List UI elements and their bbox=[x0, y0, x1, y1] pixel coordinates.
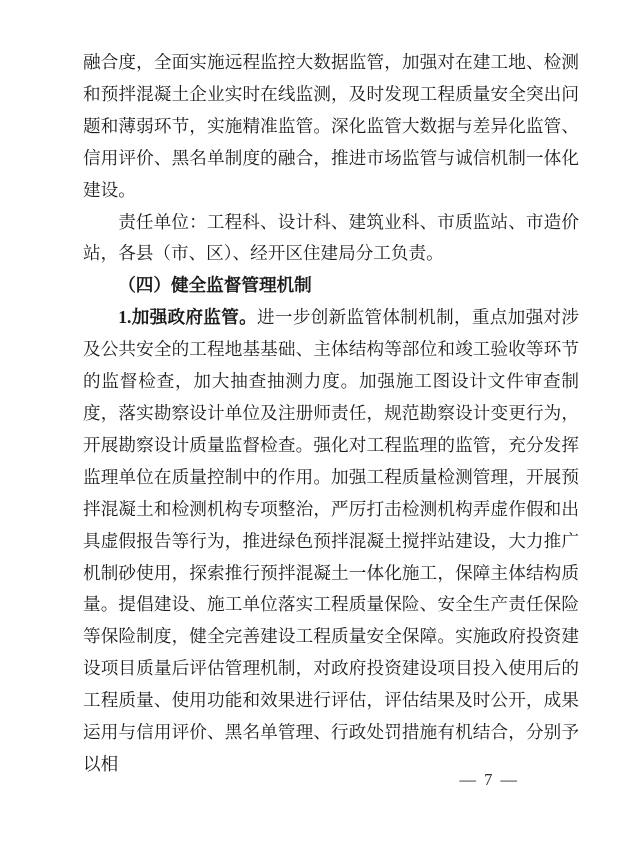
paragraph: 责任单位：工程科、设计科、建筑业科、市质监站、市造价站，各县（市、区）、经开区住建局分工负责。 bbox=[83, 211, 579, 264]
page-number: — 7 — bbox=[459, 770, 519, 789]
paragraph-bold-lead: 1.加强政府监管。 bbox=[118, 307, 258, 328]
paragraph: 融合度，全面实施远程监控大数据监管，加强对在建工地、检测和预拌混凝土企业实时在线监测，及时发现工程质量安全突出问题和薄弱环节，实施精准监管。深化监管大数据与差异化监管、信用评价、黑名单制度的融合，推进市场监管与诚信机制一体化建设。 bbox=[83, 52, 579, 200]
paragraph: 1.加强政府监管。进一步创新监管体制机制，重点加强对涉及公共安全的工程地基基础、主体结构等部位和竣工验收等环节的监督检查，加大抽查抽测力度。加强施工图设计文件审查制度，落实勘察设计单位及注册师责任，规范勘察设计变更行为，开展勘察设计质量监督检查。强化对工程监理的监管，充分发挥监理单位在质量控制中的作用。加强工程质量检测管理，开展预拌混凝土和检测机构专项整治，严厉打击检测机构弄虚作假和出具虚假报告等行为，推进绿色预拌混凝土搅拌站建设，大力推广机制砂使用，探索推行预拌混凝土一体化施工，保障主体结构质量。提倡建设、施工单位落实工程质量保险、安全生产责任保险等保险制度，健全完善建设工程质量安全保障。实施政府投资建设项目质量后评估管理机制，对政府投资建设项目投入使用后的工程质量、使用功能和效果进行评估，评估结果及时公开，成果运用与信用评价、黑名单管理、行政处罚措施有机结合，分别予以相 bbox=[83, 307, 579, 774]
document-body bbox=[83, 47, 579, 781]
section-heading: （四）健全监督管理机制 bbox=[118, 275, 312, 296]
